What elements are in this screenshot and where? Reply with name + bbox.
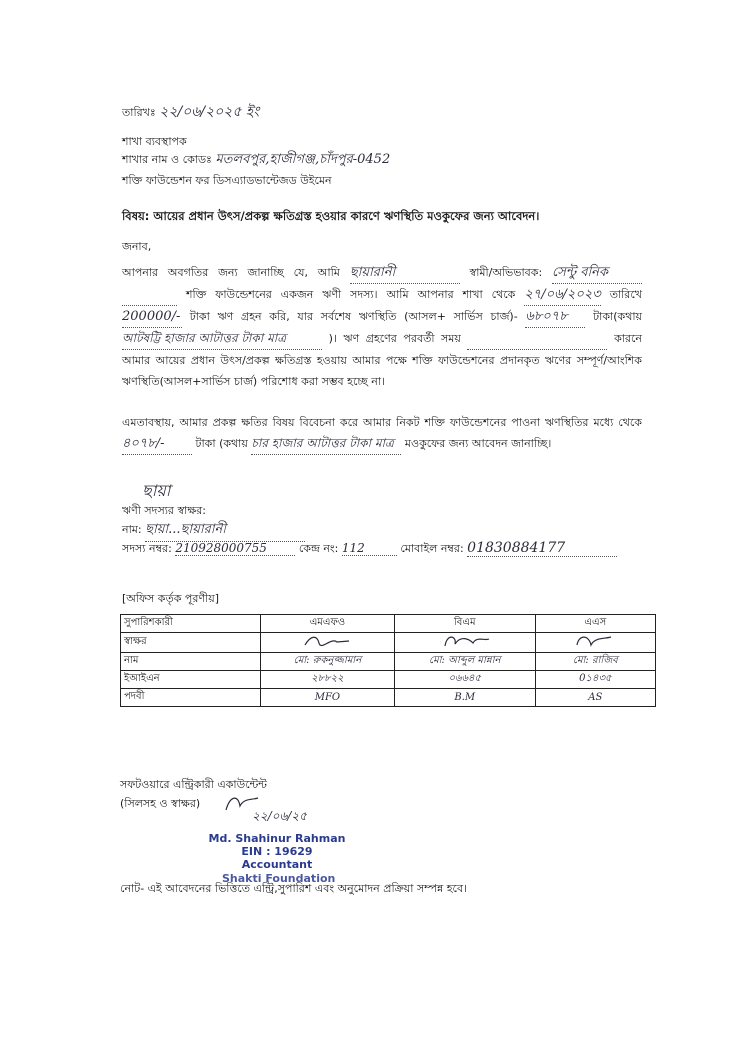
org-name: শক্তি ফাউন্ডেশন ফর ডিসএ্যাডভান্টেজড উইমেন (122, 174, 332, 187)
column-header: বিএম (394, 615, 535, 633)
office-use-note: [অফিস কর্তৃক পূরণীয়] (122, 592, 219, 605)
para1-text-3: শক্তি ফাউন্ডেশনের একজন ঋণী সদস্য। আমি আপনার শাখা থেকে (185, 288, 516, 301)
para2-text-2: টাকা (কথায় (195, 437, 248, 450)
signature-cell (535, 633, 655, 653)
signature-cell (394, 633, 535, 653)
para1-text-7: )। ঋণ গ্রহণের পরবর্তী সময় (328, 332, 461, 345)
branch-value: মতলবপুর,হাজীগঞ্জ,চাঁদপুর-0452 (215, 152, 391, 167)
officer-name: মো: আব্দুল মান্নান (394, 653, 535, 671)
row-label: পদবী (121, 689, 261, 707)
para1-text-1: আপনার অবগতির জন্য জানাচ্ছি যে, আমি (122, 266, 340, 279)
row-label: ইআইএন (121, 671, 261, 689)
table-row (121, 615, 656, 633)
para1-text-4: তারিখে (609, 288, 642, 301)
para1-text-5: টাকা ঋণ গ্রহন করি, যার সর্বশেষ ঋণস্থিতি (আসল+ সার্ভিস চার্জ)- (189, 310, 518, 323)
borrower-name-label: নাম: (122, 523, 142, 536)
officer-designation: B.M (394, 689, 535, 707)
manager-label: শাখা ব্যবস্থাপক (122, 135, 187, 148)
officer-name: মো: রাজিব (535, 653, 655, 671)
waiver-words: চার হাজার আটাত্তর টাকা মাত্র (251, 433, 401, 455)
signature-cell (261, 633, 395, 653)
balance-words: আটষট্টি হাজার আটাত্তর টাকা মাত্র (122, 328, 322, 350)
signature-icon (435, 633, 495, 649)
center-number: 112 (342, 541, 397, 556)
borrower-ids-line (122, 540, 617, 559)
waiver-amount: ৪০৭৮/- (122, 433, 192, 455)
member-label: সদস্য নম্বর: (122, 542, 172, 555)
stamp-name: Md. Shahinur Rahman (208, 832, 346, 845)
loan-amount: 200000/- (122, 306, 182, 328)
subject-line: বিষয়: আয়ের প্রধান উৎস/প্রকল্প ক্ষতিগ্রস্ত হওয়ার কারণে ঋণস্থিতি মওকুফের জন্য আবেদন। (122, 209, 540, 223)
table-row (121, 633, 656, 653)
borrower-name-value: ছায়া...ছায়ারানী (145, 520, 305, 542)
stamp-ein: EIN : 19629 (241, 845, 313, 858)
accountant-seal-note: (সিলসহ ও স্বাক্ষর) (120, 797, 201, 810)
para2-text-1: এমতাবস্থায়, আমার প্রকল্প ক্ষতির বিষয় বিবেচনা করে আমার নিকট শক্তি ফাউন্ডেশনের পাওনা ঋণস্থিতির মধ্যে থেকে (122, 416, 642, 429)
blank-fill (122, 284, 177, 306)
officer-ein: ০৬৬৪৫ (394, 671, 535, 689)
row-label: নাম (121, 653, 261, 671)
para1-text-6: টাকা(কথায় (593, 310, 643, 323)
para1-text-2: স্বামী/অভিভাবক: (469, 266, 543, 279)
para2-text-3: মওকুফের জন্য আবেদন জানাচ্ছি। (404, 437, 552, 450)
row-label: স্বাক্ষর (121, 633, 261, 653)
table-row (121, 653, 656, 671)
salutation: জনাব, (122, 240, 152, 253)
loan-balance: ৬৮০৭৮ (525, 306, 585, 328)
accountant-sign-date: ২২/০৬/২৫ (252, 809, 307, 823)
column-header: এমএফও (261, 615, 395, 633)
member-number: 210928000755 (175, 541, 295, 556)
paragraph-1 (122, 262, 642, 392)
stamp-org: Shakti Foundation (222, 872, 336, 885)
loan-date: ২৭/০৬/২০২৩ (524, 284, 600, 306)
blank-fill (467, 328, 607, 350)
officer-designation: MFO (261, 689, 395, 707)
guardian-name: সেন্টু বনিক (552, 262, 642, 284)
officer-ein: 0১৪৩৫ (535, 671, 655, 689)
signature-icon (565, 633, 625, 649)
mobile-label: মোবাইল নম্বর: (400, 542, 464, 555)
borrower-name-line (122, 520, 305, 542)
footer-note: নোট- এই আবেদনের ভিত্তিতে এন্ট্রি,সুপারিশ এবং অনুমোদন প্রক্রিয়া সম্পন্ন হবে। (120, 882, 467, 895)
paragraph-2 (122, 412, 642, 455)
office-approval-table (120, 614, 656, 707)
table-row (121, 689, 656, 707)
borrower-signature-label: ঋণী সদস্যর স্বাক্ষর: (122, 504, 206, 517)
stamp-title: Accountant (241, 858, 313, 871)
borrower-signature-mark: ছায়া (142, 481, 171, 500)
date-value: ২২/০৬/২০২৫ ইং (159, 104, 260, 120)
branch-line (122, 150, 390, 171)
table-row (121, 671, 656, 689)
officer-ein: ২৮৮২২ (261, 671, 395, 689)
mobile-number: 01830884177 (467, 540, 617, 557)
para1-text-8: কারনে আমার আয়ের প্রধান উৎস/প্রকল্প ক্ষতিগ্রস্ত হওয়ায় আমার পক্ষে শক্তি ফাউন্ডেশনের প্রদানকৃত ঋণের সম্পূর্ণ/আংশিক ঋণস্থিতি(আসল+সার্ভিস চার্জ) পরিশোধ করা সম্ভব হচ্ছে না। (122, 332, 642, 388)
branch-label: শাখার নাম ও কোডঃ (122, 153, 212, 166)
accountant-title: সফটওয়ারে এন্ট্রিকারী একাউন্টেন্ট (120, 778, 267, 791)
accountant-stamp (202, 832, 352, 871)
date-line (122, 100, 259, 124)
row-label: সুপারিশকারী (121, 615, 261, 633)
officer-name: মো: রুকনুজ্জামান (261, 653, 395, 671)
applicant-name: ছায়ারানী (350, 262, 460, 284)
center-label: কেন্দ্র নং: (298, 542, 339, 555)
signature-icon (297, 633, 357, 649)
date-label: তারিখঃ (122, 106, 156, 119)
column-header: এএস (535, 615, 655, 633)
officer-designation: AS (535, 689, 655, 707)
